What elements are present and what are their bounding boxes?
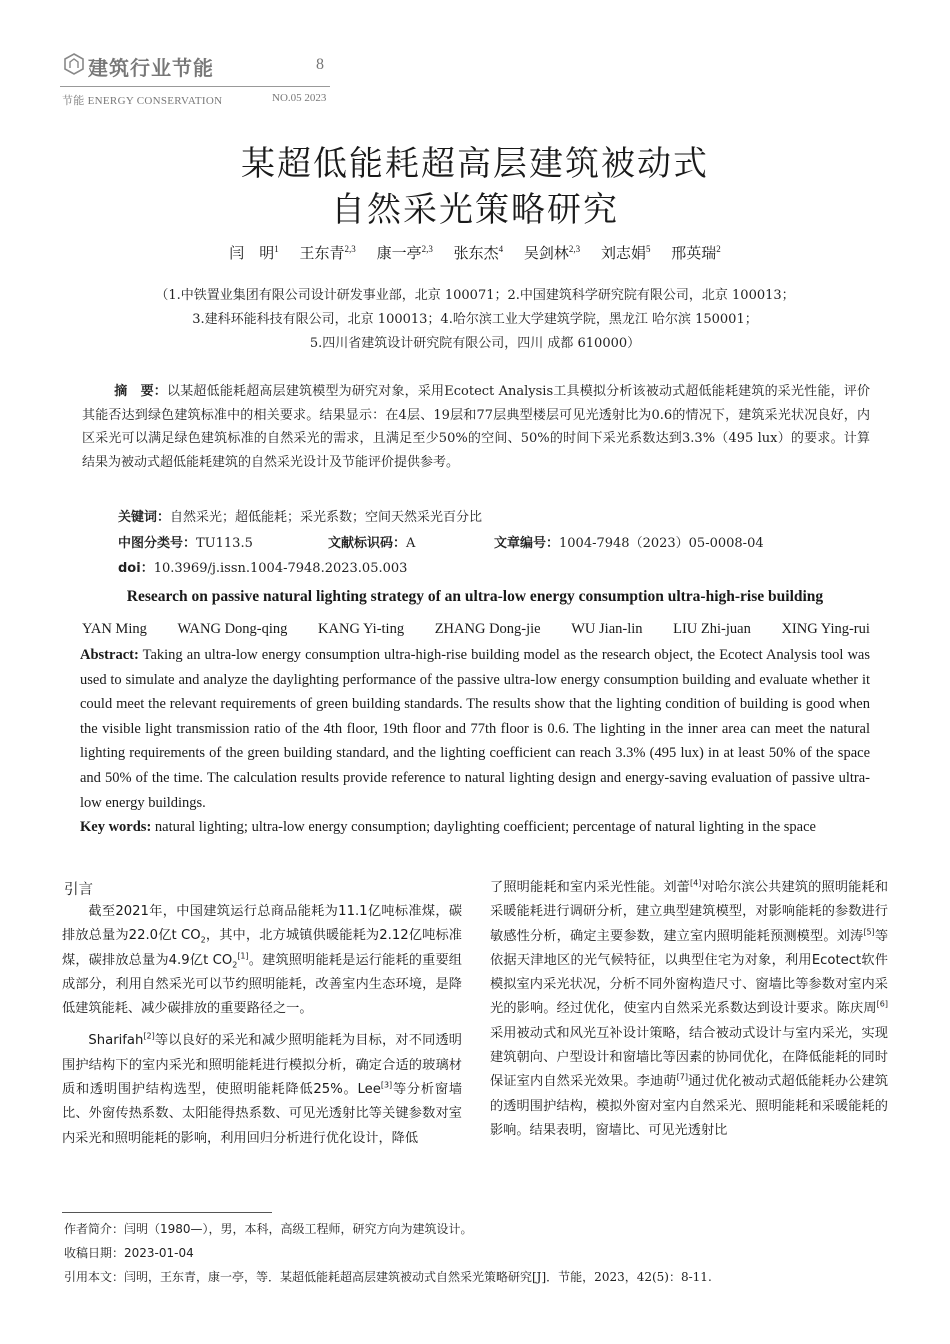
footnote-divider: [62, 1212, 272, 1213]
journal-subtitle: 节能 ENERGY CONSERVATION: [62, 95, 223, 107]
journal-name: 建筑行业节能: [88, 56, 214, 80]
document-code: 文献标识码：A: [328, 536, 416, 551]
keywords-cn: 关键词：自然采光；超低能耗；采光系数；空间天然采光百分比: [118, 510, 483, 525]
abstract-en: [80, 643, 870, 815]
abstract-cn-label: 摘 要：: [114, 384, 168, 399]
article-number: 文章编号：1004-7948（2023）05-0008-04: [494, 536, 764, 551]
abstract-cn-text: 以某超低能耗超高层建筑模型为研究对象，采用Ecotect Analysis工具模拟分析该被动式超低能耗建筑的采光性能，评价其能否达到绿色建筑标准中的相关要求。结果显示：在4层、19层和77层典型楼层可见光透射比为0.6的情况下，建筑采光状况良好，内区采光可以满足绿色建筑标准的自然采光的需求，且满足至少50%的空间、50%的时间下采光系数达到3.3%（495 lux）的要求。计算结果为被动式超低能耗建筑的自然采光设计及节能评价提供参考。: [82, 384, 870, 470]
affiliation-line-3: 5.四川省建筑设计研究院有限公司，四川 成都 610000）: [309, 336, 641, 351]
author-intro: 作者简介：闫明（1980—），男，本科，高级工程师，研究方向为建筑设计。: [64, 1222, 473, 1236]
english-author-list: [82, 621, 870, 638]
page-number: 8: [316, 56, 324, 73]
citation-ref: [3]: [380, 1080, 393, 1090]
author: 邢英瑞$^2$: [671, 244, 721, 262]
paper-title-line-2: 自然采光策略研究: [331, 190, 619, 230]
section-heading: 引言: [64, 882, 93, 898]
citation-ref: [5]: [863, 927, 875, 937]
paragraph: 截至2021年，中国建筑运行总商品能耗为11.1亿吨标准煤，碳排放总量为22.0亿t $CO_2$，其中，北方城镇供暖能耗为2.12亿吨标准煤，碳排放总量为4.9亿t $CO_2[1]$。建筑照明能耗是运行能耗的重要组成部分，利用自然采光可以节约照明能耗，改善室内生态环境，是降低建筑能耗、减少碳排放的重要路径之一。: [62, 904, 462, 1017]
english-author: YAN Ming: [82, 621, 147, 637]
affiliation-line-1: （1.中铁置业集团有限公司设计研发事业部，北京 100071；2.中国建筑科学研究院有限公司，北京 100013；: [155, 288, 795, 303]
citation-ref: [2]: [143, 1032, 155, 1042]
doi: doi：10.3969/j.issn.1004-7948.2023.05.003: [118, 561, 408, 576]
keywords-en: [80, 815, 870, 840]
author-list: [0, 242, 950, 263]
citation-ref: [7]: [676, 1072, 689, 1082]
english-author: LIU Zhi-juan: [673, 621, 751, 637]
author: 康一亭$^{2,3}$: [376, 244, 433, 262]
author: 张东杰$^4$: [453, 244, 504, 262]
paragraph: 了照明能耗和室内采光性能。刘蕾[4]对哈尔滨公共建筑的照明能耗和采暖能耗进行调研分析，建立典型建筑模型，对影响能耗的参数进行敏感性分析，确定主要参数，建立室内照明能耗预测模型。刘涛[5]等依据天津地区的光气候特征，以典型住宅为对象，利用Ecotect软件模拟室内采光状况，分析不同外窗构造尺寸、窗墙比等参数对室内采光的影响。经过优化，使室内自然采光系数达到设计要求。陈庆周[6]采用被动式和风光互补设计策略，结合被动式设计与室内采光，实现建筑朝向、户型设计和窗墙比等因素的协同优化，在降低能耗的同时保证室内自然采光效果。李迪萌[7]通过优化被动式超低能耗办公建筑的透明围护结构，模拟外窗对室内自然采光、照明能耗和采暖能耗的影响。结果表明，窗墙比、可见光透射比: [490, 878, 889, 1138]
english-author: KANG Yi-ting: [318, 621, 405, 637]
issue-number: NO.05 2023: [272, 92, 327, 104]
citation-ref: [4]: [690, 878, 702, 888]
english-title: Research on passive natural lighting strategy of an ultra-low energy consumption ultra-high-rise building: [126, 588, 824, 605]
header-divider: [60, 86, 330, 87]
english-author: WANG Dong-qing: [177, 621, 288, 637]
abstract-en-text: Taking an ultra-low energy consumption ultra-high-rise building model as the research object, the Ecotect Analysis tool was used to simulate and analyze the daylighting performance of the passive ultra-low energy consumption building and evaluate whether it could meet the relevant requirements of green building standards. The results show that the lighting condition of building is good when the visible light transmission ratio of the 4th floor, 19th floor and 77th floor is 0.6. The lighting in the inner area can meet the natural lighting requirements of the green building standard, and the lighting coefficient can reach 3.3% (495 lux) in at least 50% of the space and 50% of the time. The calculation results provide reference to natural lighting design and energy-saving evaluation of passive ultra-low energy buildings.: [80, 647, 870, 811]
citation-text: 引用本文：闫明，王东青，康一亭，等．某超低能耗超高层建筑被动式自然采光策略研究[J]．节能，2023，42(5)：8-11.: [64, 1270, 712, 1284]
citation-ref: [6]: [876, 1000, 888, 1010]
paragraph: Sharifah[2]等以良好的采光和减少照明能耗为目标，对不同透明围护结构下的室内采光和照明能耗进行模拟分析，确定合适的玻璃材质和透明围护结构选型，使照明能耗降低25%。Lee[3]等分析窗墙比、外窗传热系数、太阳能得热系数、可见光透射比等关键参数对室内采光和照明能耗的影响，利用回归分析进行优化设计，降低: [62, 1032, 463, 1146]
abstract-en-label: Abstract:: [80, 647, 139, 663]
english-author: WU Jian-lin: [571, 621, 643, 637]
paper-title-line-1: 某超低能耗超高层建筑被动式: [241, 144, 709, 184]
author: 闫 明$^1$: [229, 244, 279, 262]
received-date: 收稿日期：2023-01-04: [64, 1246, 194, 1260]
journal-logo-icon: [64, 53, 84, 75]
author: 吴剑林$^{2,3}$: [523, 244, 581, 262]
clc-number: 中图分类号：TU113.5: [118, 536, 253, 551]
affiliation-line-2: 3.建科环能科技有限公司，北京 100013；4.哈尔滨工业大学建筑学院，黑龙江 哈尔滨 150001；: [192, 312, 758, 327]
body-column-left: [62, 900, 462, 1151]
author: 刘志娟$^5$: [600, 244, 651, 262]
english-author: XING Ying-rui: [781, 621, 870, 637]
author: 王东青$^{2,3}$: [299, 244, 356, 262]
keywords-en-label: Key words:: [80, 819, 152, 835]
abstract-cn: [82, 380, 870, 474]
keywords-en-text: natural lighting; ultra-low energy consumption; daylighting coefficient; percentage of natural lighting in the space: [151, 819, 816, 835]
citation-ref: [1]: [237, 951, 249, 961]
body-column-right: [490, 876, 888, 1143]
english-author: ZHANG Dong-jie: [434, 621, 541, 637]
